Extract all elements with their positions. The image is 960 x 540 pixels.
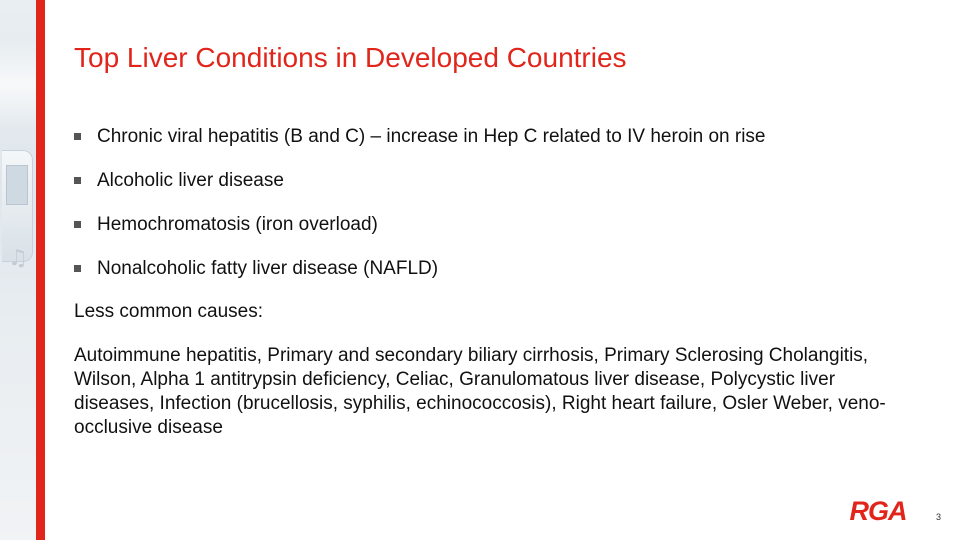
slide-title: Top Liver Conditions in Developed Countries — [74, 42, 627, 73]
square-bullet-icon — [74, 265, 81, 272]
bullet-list — [74, 124, 766, 300]
left-image-glare — [0, 40, 36, 130]
device-screen — [6, 165, 28, 205]
less-common-causes-text: Autoimmune hepatitis, Primary and secondary biliary cirrhosis, Primary Sclerosing Cholangitis, Wilson, Alpha 1 antitrypsin deficiency, Celiac, Granulomatous liver disease, Polycystic liver diseases, Infection (brucellosis, syphilis, echinococcosis), Right heart failure, Osler Weber, veno-occlusive disease — [74, 345, 886, 438]
bullet-text: Hemochromatosis (iron overload) — [97, 214, 378, 235]
music-note-icon: ♫ — [8, 246, 28, 271]
bullet-item — [74, 124, 766, 150]
bullet-item — [74, 168, 766, 194]
bullet-item — [74, 256, 766, 282]
bullet-text: Alcoholic liver disease — [97, 170, 284, 191]
square-bullet-icon — [74, 133, 81, 140]
page-number: 3 — [936, 512, 942, 522]
square-bullet-icon — [74, 177, 81, 184]
square-bullet-icon — [74, 221, 81, 228]
bullet-item — [74, 212, 766, 238]
left-decorative-image — [0, 0, 36, 540]
bullet-text: Chronic viral hepatitis (B and C) – increase in Hep C related to IV heroin on rise — [97, 126, 766, 147]
bullet-text: Nonalcoholic fatty liver disease (NAFLD) — [97, 258, 439, 279]
less-common-heading: Less common causes: — [74, 301, 264, 322]
red-accent-bar — [36, 0, 45, 540]
rga-logo: RGA — [849, 495, 907, 526]
